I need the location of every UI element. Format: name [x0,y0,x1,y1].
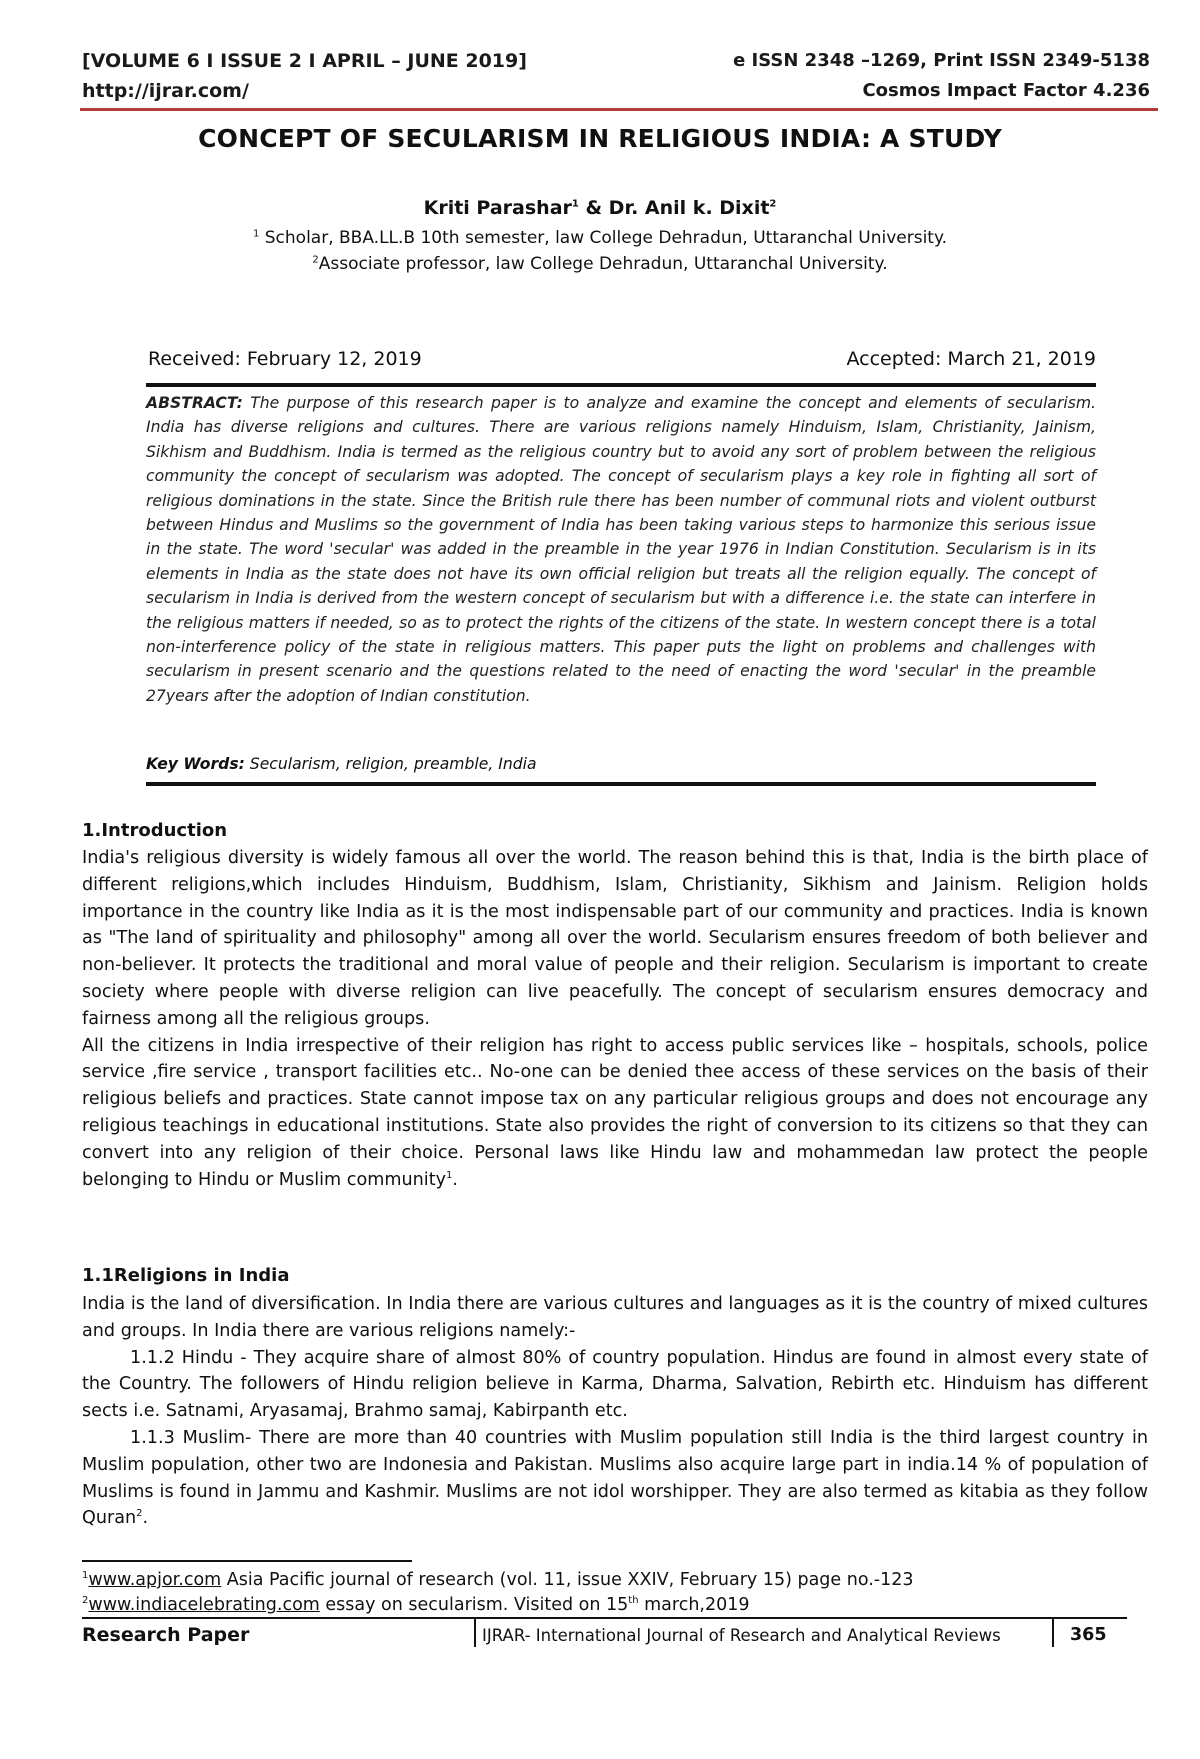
section-heading-introduction: 1.Introduction [82,820,228,841]
received-date: Received: February 12, 2019 [148,348,422,370]
footnote-2-sup: 2 [82,1595,89,1607]
abstract [146,391,1096,708]
paper-title: CONCEPT OF SECULARISM IN RELIGIOUS INDIA: A STUDY [198,124,1002,153]
footer-separator-1 [474,1617,476,1647]
impact-factor: Cosmos Impact Factor 4.236 [862,80,1150,101]
muslim-paragraph-text: 1.1.3 Muslim- There are more than 40 countries with Muslim population still India is the third largest country in Muslim population, other two are Indonesia and Pakistan. Muslims also acquire large part in india.14 % of population of Muslims is found in Jammu and Kashmir. Muslims are not idol worshipper. They are also termed as kitabia as they follow Quran [82,1427,1148,1529]
journal-url-link[interactable]: http://ijrar.com/ [82,80,249,102]
affiliation-2-text: Associate professor, law College Dehradun, Uttaranchal University. [318,254,888,274]
keywords-label: Key Words: [146,755,245,773]
footnote-divider [82,1560,412,1562]
author-2: Dr. Anil k. Dixit [608,197,770,219]
footnote-ref-2: 2 [136,1508,143,1520]
affiliation-1-text: Scholar, BBA.LL.B 10th semester, law College Dehradun, Uttaranchal University. [259,228,948,248]
footer-divider [82,1617,1127,1619]
affiliation-1 [0,228,1200,248]
page-number: 365 [1070,1625,1107,1645]
journal-issn: e ISSN 2348 –1269, Print ISSN 2349-5138 [733,50,1150,71]
footnote-2-link[interactable]: www.indiacelebrating.com [88,1595,320,1615]
accepted-date: Accepted: March 21, 2019 [846,348,1096,370]
footnote-1-link[interactable]: www.apjor.com [88,1570,222,1590]
footnote-2-text: essay on secularism. Visited on 15 [319,1595,629,1615]
header-divider [80,108,1158,111]
abstract-top-rule [146,383,1096,387]
hindu-paragraph: 1.1.2 Hindu - They acquire share of almost 80% of country population. Hindus are found in almost every state of the Country. The followers of Hindu religion believe in Karma, Dharma, Salvation, Rebirth etc. Hinduism has different sects i.e. Satnami, Aryasamaj, Brahmo samaj, Kabirpanth etc. [82,1347,1148,1422]
footnote-2-text-end: march,2019 [638,1595,750,1615]
author-1: Kriti Parashar [423,197,572,219]
muslim-paragraph-end: . [142,1508,149,1529]
footer-separator-2 [1052,1617,1054,1647]
footnote-1-text: Asia Pacific journal of research (vol. 11, issue XXIV, February 15) page no.-123 [221,1570,914,1590]
author-2-sup: 2 [769,198,777,210]
intro-paragraph-2-text: All the citizens in India irrespective of their religion has right to access public services like – hospitals, schools, police service ,fire service , transport facilities etc.. No-one can be denied thee access of these services on the basis of their religious beliefs and practices. State cannot impose tax on any particular religious groups and does not encourage any religious teachings in educational institutions. State also provides the right of conversion to its citizens so that they can convert into any religion of their choice. Personal laws like Hindu law and mohammedan law protect the people belonging to Hindu or Muslim community [82,1035,1148,1190]
religions-paragraph: India is the land of diversification. In India there are various cultures and languages as it is the country of mixed cultures and groups. In India there are various religions namely:- [82,1294,1148,1341]
keywords-text: Secularism, religion, preamble, India [244,755,537,773]
affiliation-2-sup: 2 [312,254,319,266]
intro-paragraph-2 [82,1033,1148,1194]
author-1-sup: 1 [571,198,579,210]
section-heading-religions: 1.1Religions in India [82,1265,290,1286]
footnote-2 [82,1595,750,1615]
author-separator: & [578,197,609,219]
muslim-paragraph [82,1425,1148,1532]
footnote-1 [82,1570,914,1590]
intro-paragraph-1: India's religious diversity is widely famous all over the world. The reason behind this is that, India is the birth place of different religions,which includes Hinduism, Buddhism, Islam, Christianity, Sikhism and Jainism. Religion holds importance in the country like India as it is the most indispensable part of our community and practices. India is known as "The land of spirituality and philosophy" among all over the world. Secularism ensures freedom of both believer and non-believer. It protects the traditional and moral value of people and their religion. Secularism is important to create society where people with diverse religion can live peacefully. The concept of secularism ensures democracy and fairness among all the religious groups. [82,848,1148,1029]
footer-research-paper: Research Paper [82,1624,250,1646]
abstract-label: ABSTRACT: [146,394,243,412]
intro-paragraph-2-end: . [452,1169,458,1190]
journal-volume: [VOLUME 6 I ISSUE 2 I APRIL – JUNE 2019] [82,50,527,72]
footnote-ref-1: 1 [446,1169,453,1181]
footnote-1-sup: 1 [82,1570,89,1582]
abstract-bottom-rule [146,782,1096,786]
religions-body [82,1291,1148,1532]
introduction-body [82,845,1148,1193]
abstract-text: The purpose of this research paper is to analyze and examine the concept and elements of secularism. India has diverse religions and cultures. There are various religions namely Hinduism, Islam, Christianity, Jainism, Sikhism and Buddhism. India is termed as the religious country but to avoid any sort of problem between the religious community the concept of secularism was adopted. The concept of secularism plays a key role in fighting all sort of religious dominations in the state. Since the British rule there has been number of communal riots and violent outburst between Hindus and Muslims so the government of India has been taking various steps to harmonize this serious issue in the state. The word 'secular' was added in the preamble in the year 1976 in Indian Constitution. Secularism is in its elements in India as the state does not have its own official religion but treats all the religion equally. The concept of secularism in India is derived from the western concept of secularism but with a difference i.e. the state can interfere in the religious matters if needed, so as to protect the rights of the citizens of the state. In western concept there is a total non-interference policy of the state in religious matters. This paper puts the light on problems and challenges with secularism in present scenario and the questions related to the need of enacting the word 'secular' in the preamble 27years after the adoption of Indian constitution. [146,394,1096,705]
keywords [146,755,1096,773]
affiliation-2 [0,254,1200,274]
footnote-2-ordinal: th [628,1595,639,1607]
footer-journal-name: IJRAR- International Journal of Research and Analytical Reviews [482,1626,1001,1645]
affiliation-1-sup: 1 [252,228,260,240]
author-line [0,197,1200,219]
